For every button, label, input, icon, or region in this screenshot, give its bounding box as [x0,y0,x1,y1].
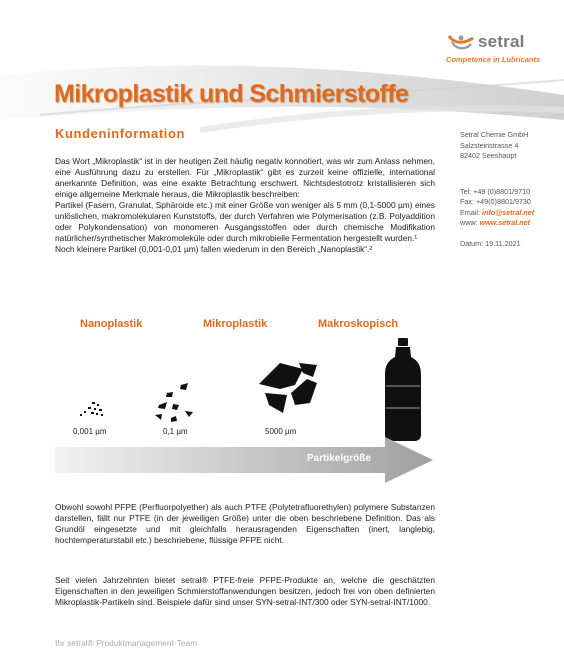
company-name: Setral Chemie GmbH [460,130,529,139]
category-makroskopisch: Makroskopisch [318,318,399,330]
email-line [460,208,560,219]
fax-number: Fax: +49(0)8801/9730 [460,197,531,206]
makroplastik-particles [259,363,317,413]
phone-number: Tel: +49 (0)8801/9710 [460,186,531,196]
size-label-makro: 5000 µm [265,427,297,436]
page-title: Mikroplastik und Schmierstoffe [54,80,409,108]
arrow-label: Partikelgröße [307,453,371,464]
www-line [460,218,560,229]
email-link[interactable]: info@setral.net [481,207,535,217]
particle-size-figure [55,335,445,495]
logo-tagline: Competence in Lubricants [446,55,541,64]
nanoplastik-particles [80,402,103,416]
footer-signature: Ihr setral® Produktmanagement-Team [55,638,198,648]
body-paragraph-products [55,575,435,608]
intro-paragraph-3: Noch kleinere Partikel (0,001-0,01 µm) fallen wiederum in den Bereich „Nanoplastik“.² [55,244,373,254]
email-label: Email: [460,207,482,217]
company-city: 82402 Seeshaupt [460,151,517,160]
logo-wordmark: setral [478,32,525,51]
page-subtitle: Kundeninformation [55,126,186,141]
intro-paragraph-2: Partikel (Fasern, Granulat, Sphäroide etc.) mit einer Größe von weniger als 5 mm (0,1-5000 µm) eines unlöslichen, makromolekularen Kunststoffs, der durch Verfahren wie Polymerisation (z.B. Polyaddition oder Polykondensation) von monomeren Ausgangsstoffen oder durch chemische Modifikation natürlicher/synthetischer Makromoleküle oder durch mikrobielle Fermentation hergestellt wurden.¹ [55,200,435,243]
category-nanoplastik: Nanoplastik [80,318,143,330]
document-date: Datum: 19.11.2021 [460,238,521,248]
website-link[interactable]: www.setral.net [479,218,531,227]
size-label-nano: 0,001 µm [73,427,107,436]
particle-illustration [55,335,445,495]
paragraph-products-text: Seit vielen Jahrzehnten bietet setral® PTFE-freie PFPE-Produkte an, welche die geschätzten Eigenschaften in den jeweiligen Schmierstoffanwendungen besitzen, jedoch frei von oben definierten Mikroplastik-Partikeln sind. Beispiele dafür sind unser SYN-setral-INT/300 oder SYN-setral-INT/1000. [55,575,435,607]
category-mikroplastik: Mikroplastik [203,318,268,330]
company-street: Salzsteinstrasse 4 [460,140,519,150]
intro-text [55,156,435,255]
size-label-mikro: 0,1 µm [163,427,188,436]
setral-logo [446,30,556,70]
body-paragraph-pfpe [55,502,435,546]
www-label: www: [460,218,480,227]
paragraph-pfpe-text: Obwohl sowohl PFPE (Perfluorpolyether) als auch PTFE (Polytetrafluorethylen) polymere Substanzen darstellen, fällt nur PTFE (in der jeweiligen Größe) unter die oben beschriebene Definition. Das als Grundöl eingesetzte und mit gleichfalls herausragenden Eigenschaften (inert, langlebig, hochtemperaturstabil etc.) beschriebene, flüssige PFPE nicht. [55,502,435,545]
particle-size-arrow [55,437,433,483]
intro-paragraph-1: Das Wort „Mikroplastik“ ist in der heutigen Zeit häufig negativ konnotiert, was wir zum Anlass nehmen, eine Ausführung dazu zu erstellen. Für „Mikroplastik“ gibt es zurzeit keine offizielle, international anerkannte Definition, was eine exakte Betrachtung erschwert. Nichtsdestotrotz kristallisieren sich einige allgemeine Merkmale heraus, die Mikroplastik beschreiben: [55,156,435,199]
bottle-icon [385,338,421,441]
contact-sidebar [460,130,560,249]
setral-logo-icon [446,30,476,54]
mikroplastik-particles [155,383,193,422]
